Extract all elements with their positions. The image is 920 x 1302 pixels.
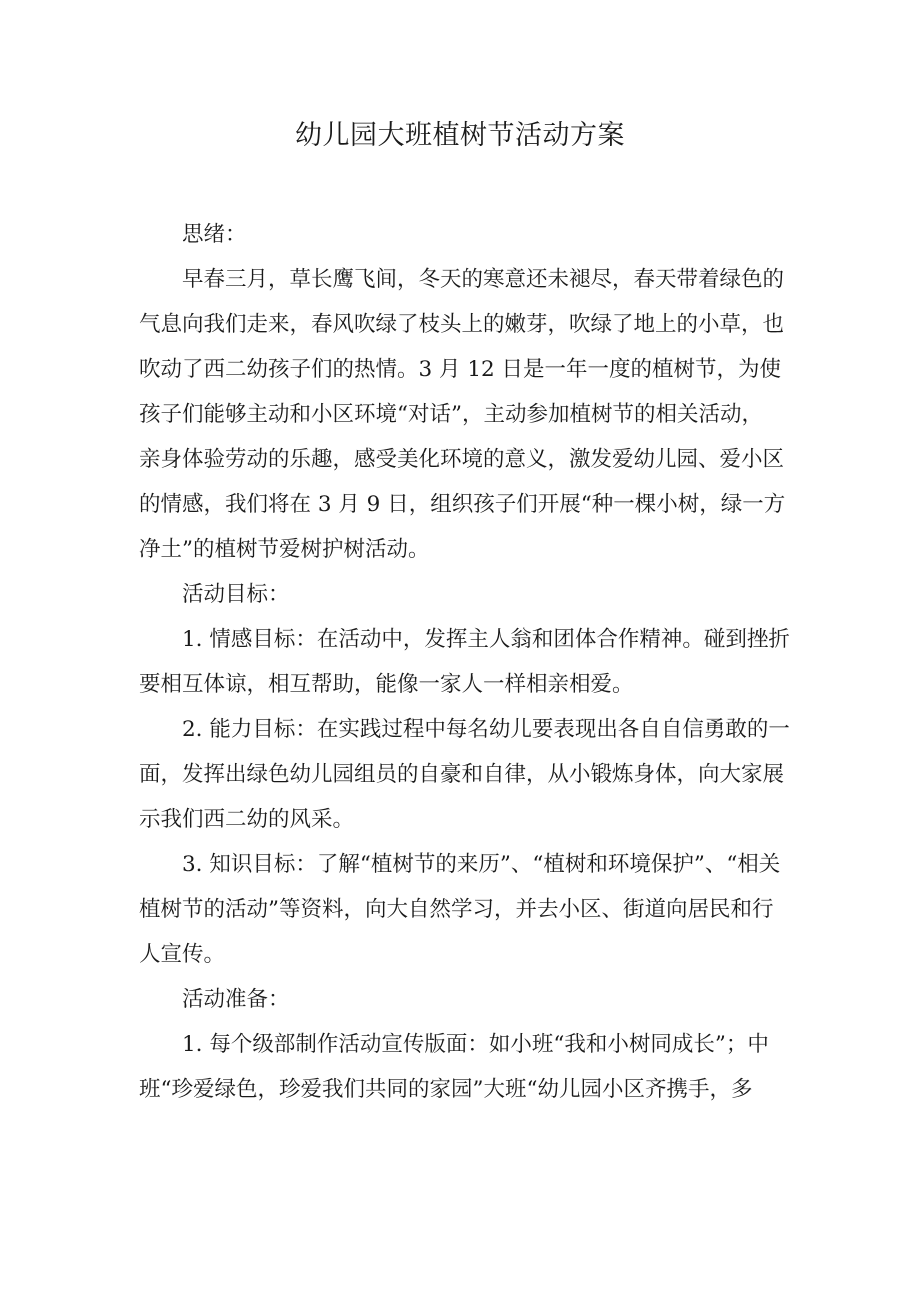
text-line: 示我们西二幼的风采。 [139,807,355,832]
text-line: 面，发挥出绿色幼儿园组员的自豪和自律，从小锻炼身体，向大家展 [139,762,785,787]
text-line: 活动目标： [182,582,290,607]
text-line: 活动准备： [182,987,290,1012]
document-body [139,212,790,1112]
document-title: 幼儿园大班植树节活动方案 [295,120,625,151]
text-line: 3. 知识目标：了解“植树节的来历”、“植树和环境保护”、“相关 [182,852,781,877]
text-line: 植树节的活动”等资料，向大自然学习，并去小区、街道向居民和行 [139,897,774,922]
text-line: 1. 情感目标：在活动中，发挥主人翁和团体合作精神。碰到挫折 [182,627,790,652]
text-line: 吹动了西二幼孩子们的热情。3 月 12 日是一年一度的植树节，为使 [139,357,782,382]
text-line: 班“珍爱绿色，珍爱我们共同的家园”大班“幼儿园小区齐携手，多 [139,1077,753,1102]
text-line: 1. 每个级部制作活动宣传版面：如小班“我和小树同成长”；中 [182,1032,769,1057]
text-line: 净土”的植树节爱树护树活动。 [139,537,430,562]
text-line: 孩子们能够主动和小区环境“对话”，主动参加植树节的相关活动， [139,402,763,427]
text-line: 亲身体验劳动的乐趣，感受美化环境的意义，激发爱幼儿园、爱小区 [139,447,785,472]
text-line: 气息向我们走来，春风吹绿了枝头上的嫩芽，吹绿了地上的小草，也 [139,312,785,337]
text-line: 的情感，我们将在 3 月 9 日，组织孩子们开展“种一棵小树，绿一方 [139,492,786,517]
text-line: 思绪： [182,222,247,247]
text-line: 2. 能力目标：在实践过程中每名幼儿要表现出各自自信勇敢的一 [182,717,790,742]
text-line: 要相互体谅，相互帮助，能像一家人一样相亲相爱。 [139,672,634,697]
text-line: 早春三月，草长鹰飞间，冬天的寒意还未褪尽，春天带着绿色的 [182,267,785,292]
text-line: 人宣传。 [139,942,226,967]
